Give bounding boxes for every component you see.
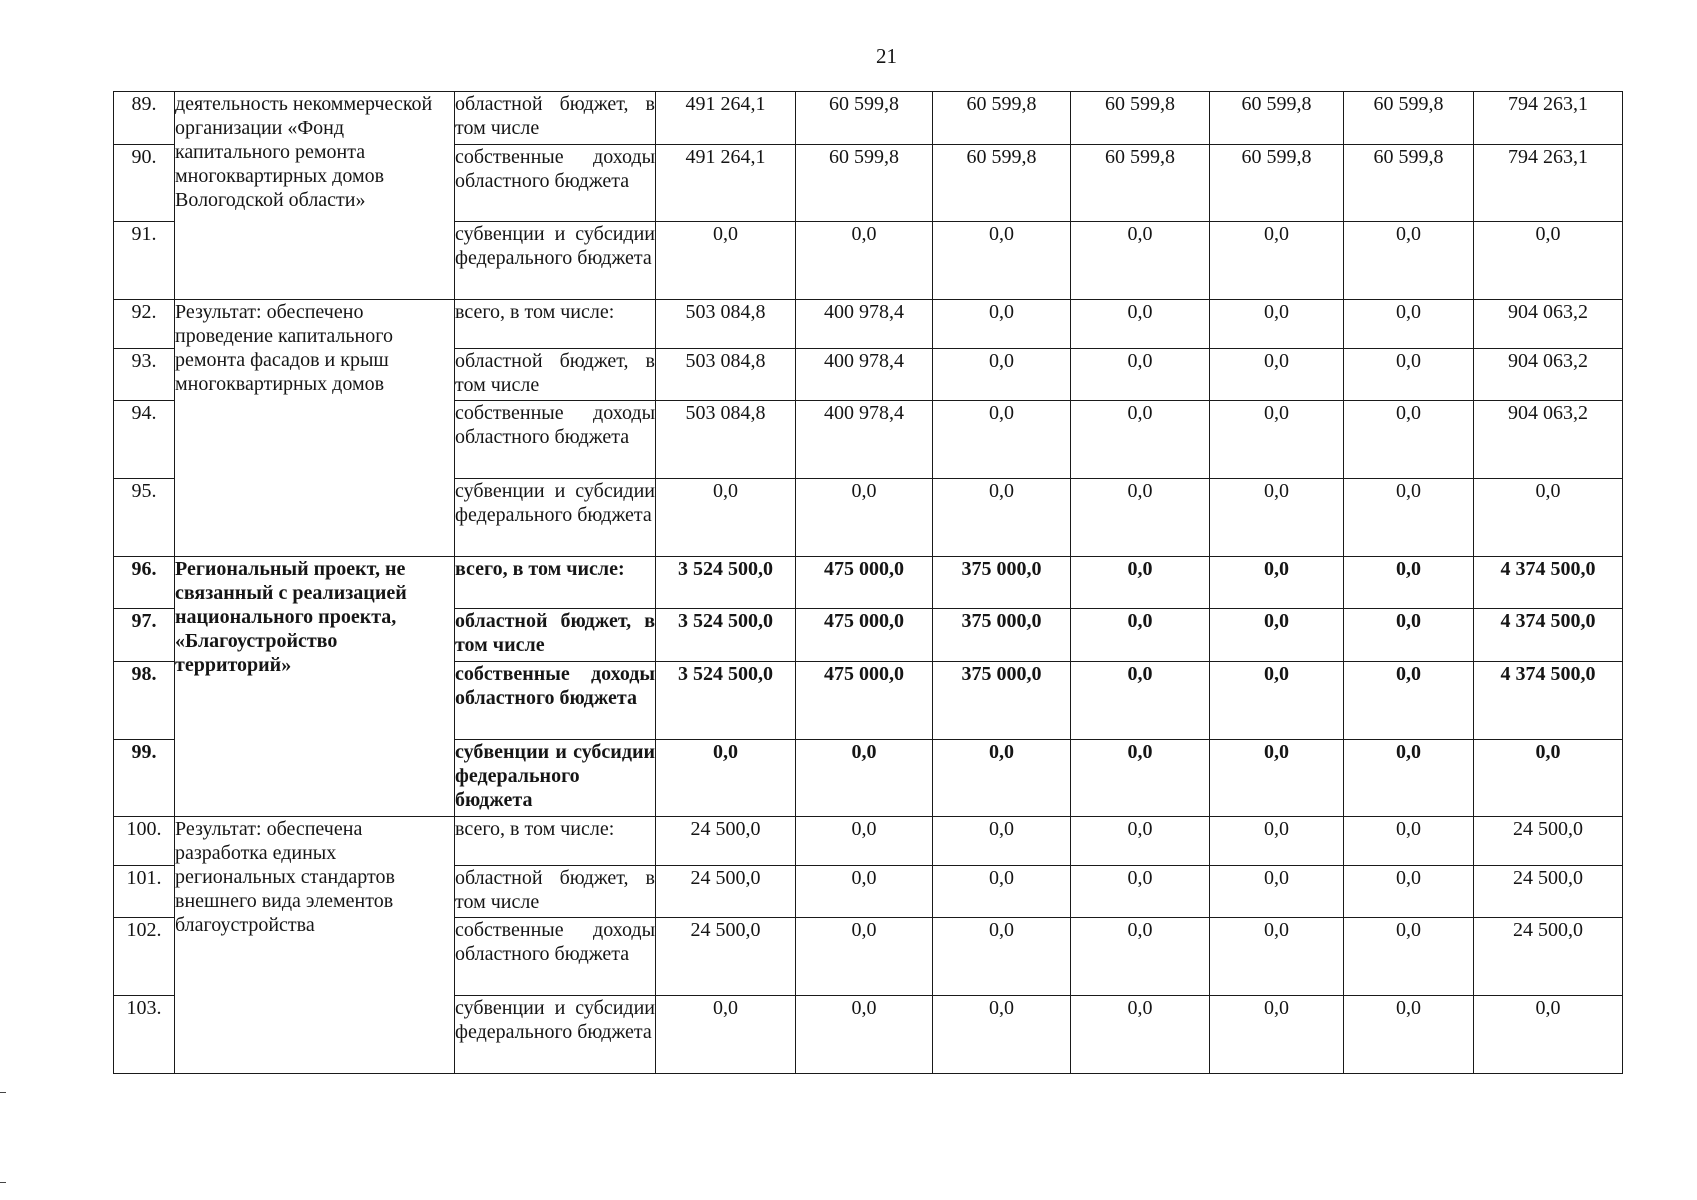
year-value-cell: 0,0 xyxy=(1344,222,1474,300)
year-value-cell: 3 524 500,0 xyxy=(656,556,796,609)
funding-source-cell: областной бюджет, в том числе xyxy=(455,609,656,662)
scan-mark xyxy=(0,1182,6,1183)
year-value-cell: 60 599,8 xyxy=(1344,144,1474,222)
total-value-cell: 24 500,0 xyxy=(1474,918,1623,996)
year-value-cell: 0,0 xyxy=(1344,661,1474,739)
year-value-cell: 0,0 xyxy=(933,739,1071,817)
year-value-cell: 0,0 xyxy=(933,817,1071,865)
year-value-cell: 400 978,4 xyxy=(796,300,933,348)
year-value-cell: 3 524 500,0 xyxy=(656,661,796,739)
funding-source-cell: субвенции и субсидии федерального бюджета xyxy=(455,739,656,817)
row-number-cell: 100. xyxy=(114,817,175,865)
year-value-cell: 375 000,0 xyxy=(933,609,1071,662)
year-value-cell: 503 084,8 xyxy=(656,401,796,479)
year-value-cell: 0,0 xyxy=(796,865,933,918)
funding-source-cell: субвенции и субсидии федерального бюджета xyxy=(455,222,656,300)
funding-source-cell: субвенции и субсидии федерального бюджета xyxy=(455,478,656,556)
year-value-cell: 0,0 xyxy=(796,817,933,865)
funding-source-cell: субвенции и субсидии федерального бюджета xyxy=(455,996,656,1074)
total-value-cell: 0,0 xyxy=(1474,739,1623,817)
table-body xyxy=(114,92,1623,1074)
total-value-cell: 4 374 500,0 xyxy=(1474,609,1623,662)
total-value-cell: 0,0 xyxy=(1474,478,1623,556)
year-value-cell: 475 000,0 xyxy=(796,609,933,662)
year-value-cell: 475 000,0 xyxy=(796,556,933,609)
row-number-cell: 92. xyxy=(114,300,175,348)
year-value-cell: 24 500,0 xyxy=(656,817,796,865)
year-value-cell: 0,0 xyxy=(933,222,1071,300)
total-value-cell: 4 374 500,0 xyxy=(1474,661,1623,739)
total-value-cell: 904 063,2 xyxy=(1474,300,1623,348)
row-number-cell: 94. xyxy=(114,401,175,479)
row-number-cell: 103. xyxy=(114,996,175,1074)
row-number-cell: 93. xyxy=(114,348,175,401)
funding-source-cell: областной бюджет, в том числе xyxy=(455,865,656,918)
year-value-cell: 0,0 xyxy=(1210,556,1344,609)
year-value-cell: 0,0 xyxy=(933,401,1071,479)
year-value-cell: 0,0 xyxy=(1071,478,1210,556)
table-row xyxy=(114,817,1623,865)
year-value-cell: 0,0 xyxy=(1071,918,1210,996)
year-value-cell: 60 599,8 xyxy=(1071,144,1210,222)
year-value-cell: 375 000,0 xyxy=(933,661,1071,739)
total-value-cell: 794 263,1 xyxy=(1474,92,1623,145)
year-value-cell: 0,0 xyxy=(1071,401,1210,479)
page-number: 21 xyxy=(876,44,897,68)
year-value-cell: 0,0 xyxy=(1210,817,1344,865)
budget-table xyxy=(113,91,1623,1074)
year-value-cell: 0,0 xyxy=(1210,401,1344,479)
year-value-cell: 0,0 xyxy=(656,478,796,556)
funding-source-cell: собственные доходы областного бюджета xyxy=(455,401,656,479)
year-value-cell: 0,0 xyxy=(1071,300,1210,348)
year-value-cell: 0,0 xyxy=(1344,609,1474,662)
total-value-cell: 24 500,0 xyxy=(1474,865,1623,918)
year-value-cell: 0,0 xyxy=(933,865,1071,918)
year-value-cell: 0,0 xyxy=(1344,401,1474,479)
year-value-cell: 0,0 xyxy=(796,739,933,817)
row-number-cell: 97. xyxy=(114,609,175,662)
year-value-cell: 0,0 xyxy=(1210,918,1344,996)
year-value-cell: 400 978,4 xyxy=(796,348,933,401)
year-value-cell: 0,0 xyxy=(656,996,796,1074)
item-description-cell: Результат: обеспечено проведение капитального ремонта фасадов и крыш многоквартирных домов xyxy=(175,300,455,557)
year-value-cell: 0,0 xyxy=(1210,348,1344,401)
year-value-cell: 60 599,8 xyxy=(1071,92,1210,145)
year-value-cell: 0,0 xyxy=(796,918,933,996)
row-number-cell: 102. xyxy=(114,918,175,996)
year-value-cell: 0,0 xyxy=(1210,865,1344,918)
total-value-cell: 904 063,2 xyxy=(1474,401,1623,479)
year-value-cell: 0,0 xyxy=(1071,865,1210,918)
year-value-cell: 0,0 xyxy=(1344,865,1474,918)
year-value-cell: 0,0 xyxy=(1071,739,1210,817)
scan-mark xyxy=(0,1092,6,1093)
total-value-cell: 794 263,1 xyxy=(1474,144,1623,222)
funding-source-cell: всего, в том числе: xyxy=(455,817,656,865)
row-number-cell: 99. xyxy=(114,739,175,817)
table-row xyxy=(114,556,1623,609)
year-value-cell: 0,0 xyxy=(1071,556,1210,609)
year-value-cell: 60 599,8 xyxy=(1210,92,1344,145)
row-number-cell: 90. xyxy=(114,144,175,222)
year-value-cell: 0,0 xyxy=(933,996,1071,1074)
funding-source-cell: областной бюджет, в том числе xyxy=(455,92,656,145)
total-value-cell: 24 500,0 xyxy=(1474,817,1623,865)
year-value-cell: 0,0 xyxy=(933,478,1071,556)
funding-source-cell: всего, в том числе: xyxy=(455,300,656,348)
year-value-cell: 503 084,8 xyxy=(656,348,796,401)
row-number-cell: 96. xyxy=(114,556,175,609)
year-value-cell: 0,0 xyxy=(796,222,933,300)
total-value-cell: 904 063,2 xyxy=(1474,348,1623,401)
year-value-cell: 60 599,8 xyxy=(933,92,1071,145)
year-value-cell: 0,0 xyxy=(1344,739,1474,817)
year-value-cell: 60 599,8 xyxy=(796,92,933,145)
year-value-cell: 60 599,8 xyxy=(1344,92,1474,145)
year-value-cell: 0,0 xyxy=(1071,996,1210,1074)
item-description-cell: деятельность некоммерческой организации «Фонд капитального ремонта многоквартирных домов Вологодской области» xyxy=(175,92,455,300)
year-value-cell: 491 264,1 xyxy=(656,144,796,222)
year-value-cell: 0,0 xyxy=(1210,300,1344,348)
year-value-cell: 24 500,0 xyxy=(656,865,796,918)
year-value-cell: 0,0 xyxy=(796,478,933,556)
year-value-cell: 0,0 xyxy=(1071,609,1210,662)
row-number-cell: 101. xyxy=(114,865,175,918)
year-value-cell: 0,0 xyxy=(1210,478,1344,556)
table-row xyxy=(114,300,1623,348)
year-value-cell: 0,0 xyxy=(933,918,1071,996)
year-value-cell: 0,0 xyxy=(1210,996,1344,1074)
year-value-cell: 0,0 xyxy=(933,300,1071,348)
funding-source-cell: собственные доходы областного бюджета xyxy=(455,918,656,996)
year-value-cell: 60 599,8 xyxy=(933,144,1071,222)
total-value-cell: 0,0 xyxy=(1474,222,1623,300)
table-row xyxy=(114,92,1623,145)
funding-source-cell: собственные доходы областного бюджета xyxy=(455,144,656,222)
funding-source-cell: областной бюджет, в том числе xyxy=(455,348,656,401)
funding-source-cell: всего, в том числе: xyxy=(455,556,656,609)
year-value-cell: 0,0 xyxy=(1344,817,1474,865)
year-value-cell: 375 000,0 xyxy=(933,556,1071,609)
year-value-cell: 0,0 xyxy=(1071,661,1210,739)
year-value-cell: 0,0 xyxy=(1210,739,1344,817)
year-value-cell: 0,0 xyxy=(1344,996,1474,1074)
year-value-cell: 0,0 xyxy=(656,222,796,300)
year-value-cell: 0,0 xyxy=(1344,478,1474,556)
year-value-cell: 491 264,1 xyxy=(656,92,796,145)
year-value-cell: 60 599,8 xyxy=(1210,144,1344,222)
year-value-cell: 0,0 xyxy=(933,348,1071,401)
year-value-cell: 3 524 500,0 xyxy=(656,609,796,662)
total-value-cell: 4 374 500,0 xyxy=(1474,556,1623,609)
year-value-cell: 0,0 xyxy=(796,996,933,1074)
year-value-cell: 0,0 xyxy=(1344,348,1474,401)
year-value-cell: 0,0 xyxy=(1071,222,1210,300)
year-value-cell: 0,0 xyxy=(1210,222,1344,300)
row-number-cell: 95. xyxy=(114,478,175,556)
year-value-cell: 0,0 xyxy=(1210,661,1344,739)
row-number-cell: 98. xyxy=(114,661,175,739)
year-value-cell: 0,0 xyxy=(1344,918,1474,996)
budget-table-container xyxy=(113,91,1622,1074)
item-description-cell: Результат: обеспечена разработка единых региональных стандартов внешнего вида элементов благоустройства xyxy=(175,817,455,1074)
year-value-cell: 60 599,8 xyxy=(796,144,933,222)
year-value-cell: 0,0 xyxy=(1344,556,1474,609)
row-number-cell: 89. xyxy=(114,92,175,145)
year-value-cell: 24 500,0 xyxy=(656,918,796,996)
year-value-cell: 475 000,0 xyxy=(796,661,933,739)
item-description-cell: Региональный проект, не связанный с реализацией национального проекта, «Благоустройство территорий» xyxy=(175,556,455,817)
year-value-cell: 0,0 xyxy=(656,739,796,817)
year-value-cell: 400 978,4 xyxy=(796,401,933,479)
year-value-cell: 0,0 xyxy=(1210,609,1344,662)
row-number-cell: 91. xyxy=(114,222,175,300)
total-value-cell: 0,0 xyxy=(1474,996,1623,1074)
year-value-cell: 503 084,8 xyxy=(656,300,796,348)
year-value-cell: 0,0 xyxy=(1071,348,1210,401)
year-value-cell: 0,0 xyxy=(1071,817,1210,865)
year-value-cell: 0,0 xyxy=(1344,300,1474,348)
funding-source-cell: собственные доходы областного бюджета xyxy=(455,661,656,739)
